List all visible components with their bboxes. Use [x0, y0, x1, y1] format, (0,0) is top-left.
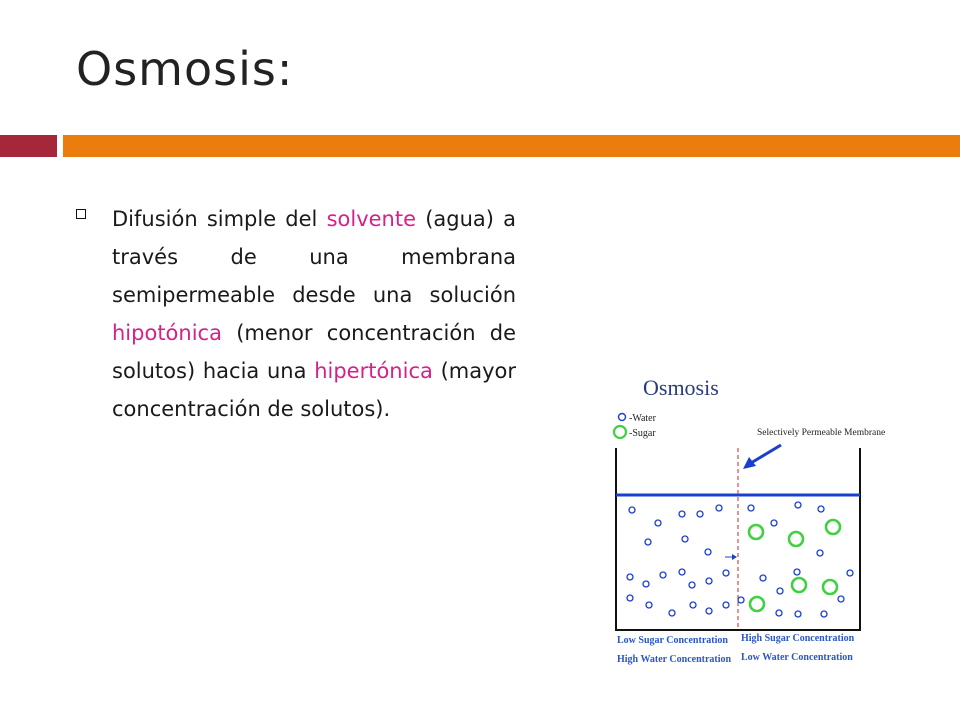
title-accent-bar-right — [63, 135, 960, 157]
legend-sugar-icon — [614, 426, 626, 438]
membrane-pointer-arrowhead — [743, 457, 756, 469]
highlight-hipertonica: hipertónica — [314, 359, 433, 383]
legend-water-label: -Water — [629, 413, 656, 424]
bullet-segment: (mayor concentración de solutos). — [112, 359, 516, 421]
diagram-title: Osmosis — [643, 375, 719, 400]
highlight-solvente: solvente — [326, 207, 417, 231]
left-caption-line1: Low Sugar Concentration — [617, 635, 728, 646]
right-caption-line2: Low Water Concentration — [741, 652, 853, 663]
flow-arrowhead — [732, 554, 737, 560]
osmosis-diagram — [605, 365, 885, 675]
right-caption-line1: High Sugar Concentration — [741, 633, 855, 644]
bullet-item — [76, 200, 516, 428]
bullet-segment: (menor concentración de solutos) hacia una — [112, 321, 516, 383]
bullet-segment: (agua) a través de una membrana semipermeable desde una solución — [112, 207, 516, 307]
square-bullet-icon — [76, 209, 86, 219]
water-molecules — [627, 502, 853, 617]
legend-water-icon — [619, 414, 626, 421]
bullet-segment: Difusión simple del — [112, 207, 327, 231]
title-accent-bar-left — [0, 135, 57, 157]
membrane-label: Selectively Permeable Membrane — [757, 428, 885, 438]
bullet-text — [112, 200, 516, 428]
highlight-hipotonica: hipotónica — [112, 321, 222, 345]
sugar-molecules — [749, 520, 840, 611]
membrane-pointer-arrow — [751, 445, 781, 463]
left-caption-line2: High Water Concentration — [617, 654, 732, 665]
slide-title: Osmosis: — [76, 42, 294, 96]
legend-sugar-label: -Sugar — [629, 428, 656, 439]
